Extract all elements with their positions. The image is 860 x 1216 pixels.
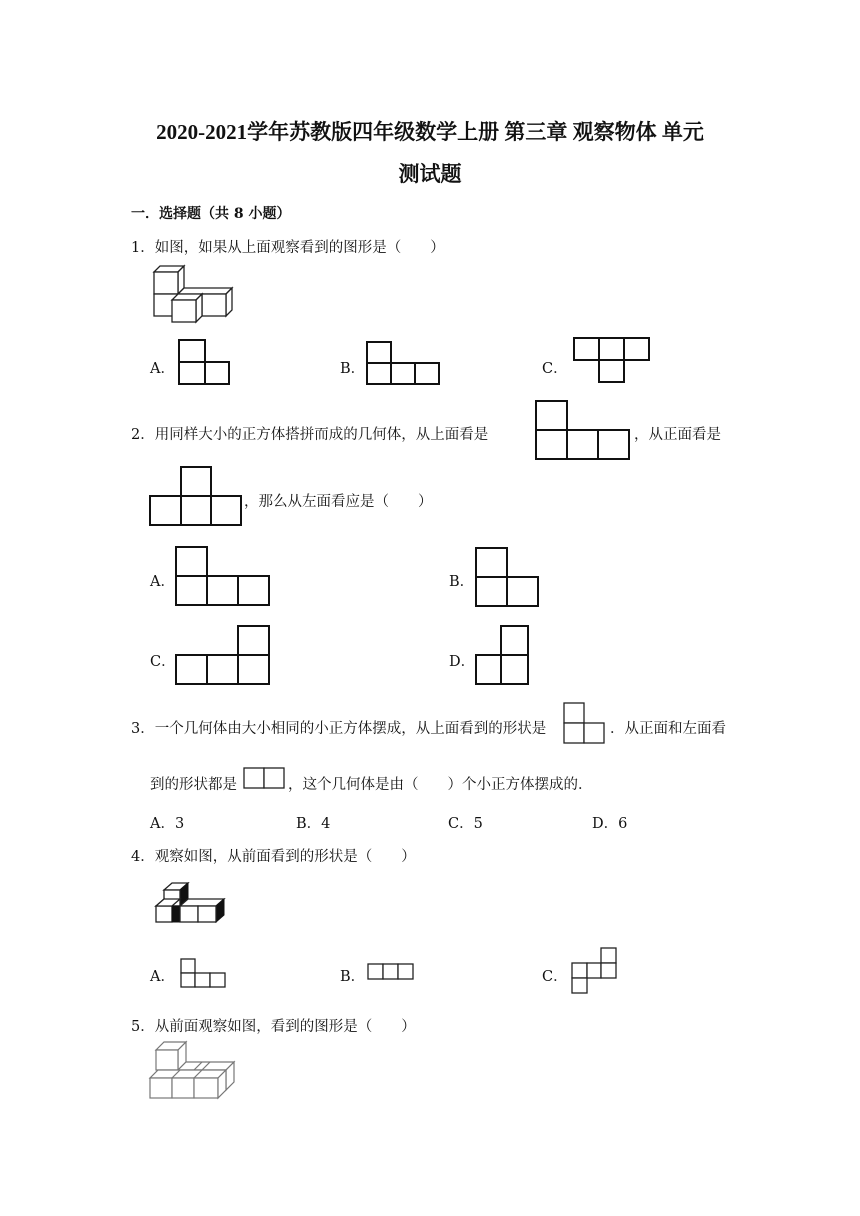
q4-option-b-label[interactable]: B．: [340, 969, 366, 985]
q3-option-c[interactable]: C．5: [448, 816, 483, 832]
q1-option-c-label[interactable]: C．: [542, 361, 568, 377]
question-3-stem-part1: 3．一个几何体由大小相同的小正方体摆成，从上面看到的形状是: [131, 721, 547, 737]
document-title-line2: 测试题: [398, 162, 462, 186]
q4-option-b-figure[interactable]: [366, 962, 418, 982]
question-2-stem-part2: ，从正面看是: [634, 427, 721, 443]
q4-option-a-label[interactable]: A．: [150, 969, 175, 985]
q1-option-b-label[interactable]: B．: [340, 361, 366, 377]
q2-top-view-figure: [534, 399, 632, 461]
question-4-stem: 4．观察如图，从前面看到的形状是（ ）: [131, 849, 416, 865]
q1-option-a-figure[interactable]: [177, 338, 233, 386]
q2-option-a-label[interactable]: A．: [150, 574, 175, 590]
question-3-stem-part3: 到的形状都是: [150, 777, 237, 793]
q3-option-a[interactable]: A．3: [150, 816, 185, 832]
q3-front-left-view-figure: [242, 766, 288, 790]
question-2-stem-part1: 2．用同样大小的正方体搭拼而成的几何体，从上面看是: [131, 427, 489, 443]
q5-cube-figure: [146, 1040, 238, 1104]
q2-option-b-label[interactable]: B．: [449, 574, 475, 590]
question-3-stem-part2: ．从正面和左面看: [610, 721, 726, 737]
q3-option-d[interactable]: D．6: [592, 816, 628, 832]
q2-option-d-label[interactable]: D．: [449, 654, 476, 670]
question-5-stem: 5．从前面观察如图，看到的图形是（ ）: [131, 1019, 416, 1035]
q2-option-b-figure[interactable]: [474, 546, 542, 608]
question-1-stem: 1．如图，如果从上面观察看到的图形是（ ）: [131, 240, 445, 256]
q1-option-a-label[interactable]: A．: [150, 361, 175, 377]
q4-cube-figure: [150, 880, 234, 928]
question-2-stem-part3: ，那么从左面看应是（ ）: [244, 494, 433, 510]
q3-top-view-figure: [562, 701, 608, 745]
q2-option-a-figure[interactable]: [174, 545, 272, 607]
q4-option-a-figure[interactable]: [179, 957, 229, 989]
q2-front-view-figure: [148, 465, 244, 527]
q1-option-c-figure[interactable]: [572, 336, 652, 386]
section-heading: 一．选择题（共 8 小题）: [131, 206, 291, 222]
question-3-stem-part4: ，这个几何体是由（ ）个小正方体摆成的．: [288, 777, 593, 793]
q1-cube-figure: [150, 264, 240, 326]
q1-option-b-figure[interactable]: [365, 340, 443, 386]
q4-option-c-label[interactable]: C．: [542, 969, 568, 985]
q2-option-d-figure[interactable]: [474, 624, 534, 686]
q2-option-c-figure[interactable]: [174, 624, 272, 686]
q4-option-c-figure[interactable]: [570, 946, 622, 996]
document-title-line1: 2020-2021学年苏教版四年级数学上册 第三章 观察物体 单元: [156, 120, 704, 144]
q3-option-b[interactable]: B．4: [296, 816, 331, 832]
q2-option-c-label[interactable]: C．: [150, 654, 176, 670]
